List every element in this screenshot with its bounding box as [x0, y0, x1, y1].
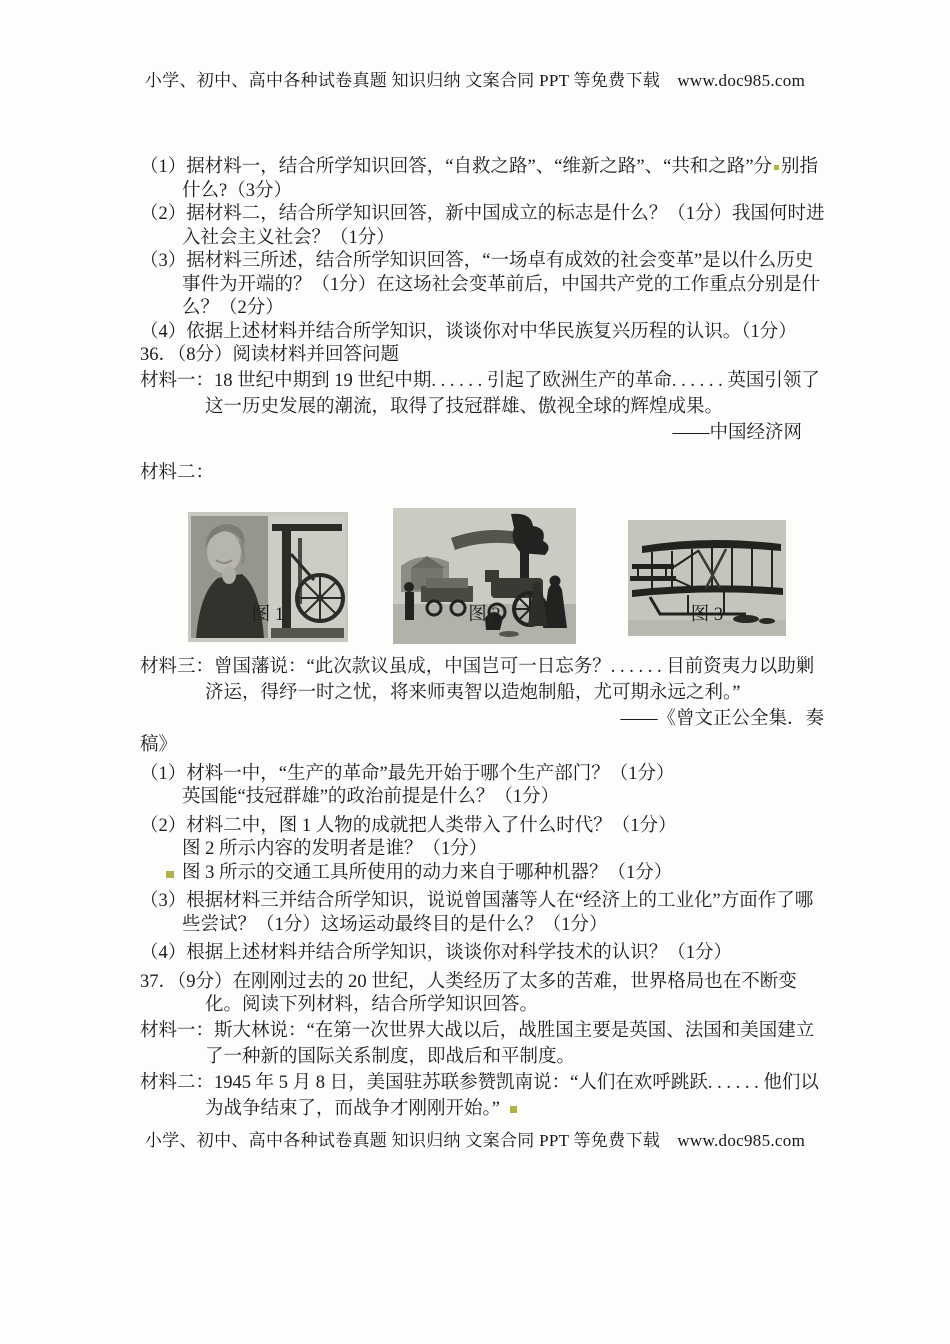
q35-item-1-text-b: 别指什么?（3分）	[182, 157, 819, 201]
q36-item-1-line2: 英国能“技冠群雄”的政治前提是什么？（1分）	[182, 787, 560, 807]
figure-1-caption: 图 1	[251, 604, 285, 625]
figure-2-caption: 图 2	[468, 604, 501, 625]
q36-material3-label: 材料三：	[140, 656, 215, 677]
q37-heading	[140, 971, 830, 1018]
q35-item-2-text: 据材料二，结合所学知识回答，新中国成立的标志是什么？（1分）我国何时进入社会主义社会？（1分）	[182, 204, 825, 248]
q35-item-1	[140, 156, 830, 203]
page-content	[140, 156, 830, 1122]
q35-item-2-num: （2）	[140, 204, 187, 224]
q37-number: 37．	[140, 971, 178, 992]
q37-heading-text: （9分）在刚刚过去的 20 世纪，人类经历了太多的苦难，世界格局也在不断变化。阅读下列材料，结合所学知识回答。	[177, 971, 797, 1015]
q36-material3-source-line2: 稿》	[140, 734, 178, 755]
q37-material2	[140, 1070, 830, 1122]
q35-item-3-num: （3）	[140, 251, 187, 271]
q36-item-2	[140, 815, 830, 839]
q36-material1	[140, 368, 830, 420]
q35-item-3	[140, 250, 830, 321]
q36-material2-label: 材料二：	[140, 462, 215, 483]
q36-material1-source: ——中国经济网	[672, 422, 802, 443]
scan-mark-dot	[774, 165, 779, 170]
q37-material2-label: 材料二：	[140, 1072, 215, 1093]
q36-item-4-num: （4）	[140, 943, 187, 963]
q36-material1-label: 材料一：	[140, 370, 215, 391]
q35-item-4-num: （4）	[140, 321, 187, 342]
q36-item-3-num: （3）	[140, 891, 187, 911]
q36-material3-source-line1: ——《曾文正公全集．奏	[620, 708, 824, 729]
q36-material3-text: 曾国藩说：“此次款议虽成，中国岂可一日忘务？. . . . . . 目前资夷力以助剿济运，得纾一时之忧，将来师夷智以造炮制船，尤可期永远之利。”	[205, 656, 815, 703]
q37-material1-label: 材料一：	[140, 1020, 215, 1041]
q35-item-4-text: 依据上述材料并结合所学知识，谈谈你对中华民族复兴历程的认识。（1分）	[186, 321, 797, 342]
q36-item-1-line1: 材料一中，“生产的革命”最先开始于哪个生产部门？（1分）	[186, 763, 675, 784]
q36-item-2-line3-wrap	[140, 862, 830, 886]
q36-item-3	[140, 890, 830, 937]
figure-3-caption: 图 3	[690, 604, 724, 625]
q36-item-2-line3: 图 3 所示的交通工具所使用的动力来自于哪种机器？（1分）	[182, 862, 673, 883]
q36-item-4	[140, 942, 830, 966]
figure-1	[188, 508, 348, 629]
q36-material1-text: 18 世纪中期到 19 世纪中期. . . . . . 引起了欧洲生产的革命. . . . . . 英国引领了这一历史发展的潮流，取得了技冠群雄、傲视全球的辉煌成果。	[205, 370, 820, 417]
page-footer-text: 小学、初中、高中各种试卷真题 知识归纳 文案合同 PPT 等免费下载 www.doc985.com	[144, 1131, 806, 1150]
q36-item-1	[140, 763, 830, 787]
scan-mark-square-trailing	[510, 1106, 517, 1113]
q36-item-2-line1: 材料二中，图 1 人物的成就把人类带入了什么时代？（1分）	[186, 815, 677, 836]
q37-material2-text: 1945 年 5 月 8 日，美国驻苏联参赞凯南说：“人们在欢呼跳跃. . . . . . 他们以为战争结束了，而战争才刚刚开始。”	[205, 1072, 819, 1119]
q36-figures-row	[148, 490, 830, 648]
scan-mark-square	[166, 871, 174, 878]
q36-material3	[140, 654, 830, 706]
q35-item-3-text: 据材料三所述，结合所学知识回答，“一场卓有成效的社会变革”是以什么历史事件为开端的？（1分）在这场社会变革前后，中国共产党的工作重点分别是什么？（2分）	[182, 251, 821, 318]
q36-item-3-text: 根据材料三并结合所学知识，说说曾国藩等人在“经济上的工业化”方面作了哪些尝试？（1分）这场运动最终目的是什么？（1分）	[182, 891, 814, 935]
page-header-text: 小学、初中、高中各种试卷真题 知识归纳 文案合同 PPT 等免费下载 www.doc985.com	[144, 71, 806, 90]
q36-heading: 36．（8分）阅读材料并回答问题	[140, 345, 400, 365]
q36-item-2-line2: 图 2 所示内容的发明者是谁？（1分）	[182, 839, 488, 859]
q35-item-1-text-a: 据材料一，结合所学知识回答，“自救之路”、“维新之路”、“共和之路”分	[186, 157, 773, 177]
q35-item-1-num: （1）	[140, 157, 187, 177]
figure-3	[628, 508, 786, 629]
q36-item-1-num: （1）	[140, 763, 187, 784]
q36-item-4-text: 根据上述材料并结合所学知识，谈谈你对科学技术的认识？（1分）	[186, 943, 733, 963]
q35-item-2	[140, 203, 830, 250]
q35-item-4	[140, 321, 830, 345]
q36-item-2-num: （2）	[140, 815, 187, 836]
figure-2	[393, 508, 576, 629]
q37-material1	[140, 1018, 830, 1070]
q37-material1-text: 斯大林说：“在第一次世界大战以后，战胜国主要是英国、法国和美国建立了一种新的国际关系制度，即战后和平制度。	[205, 1020, 815, 1067]
